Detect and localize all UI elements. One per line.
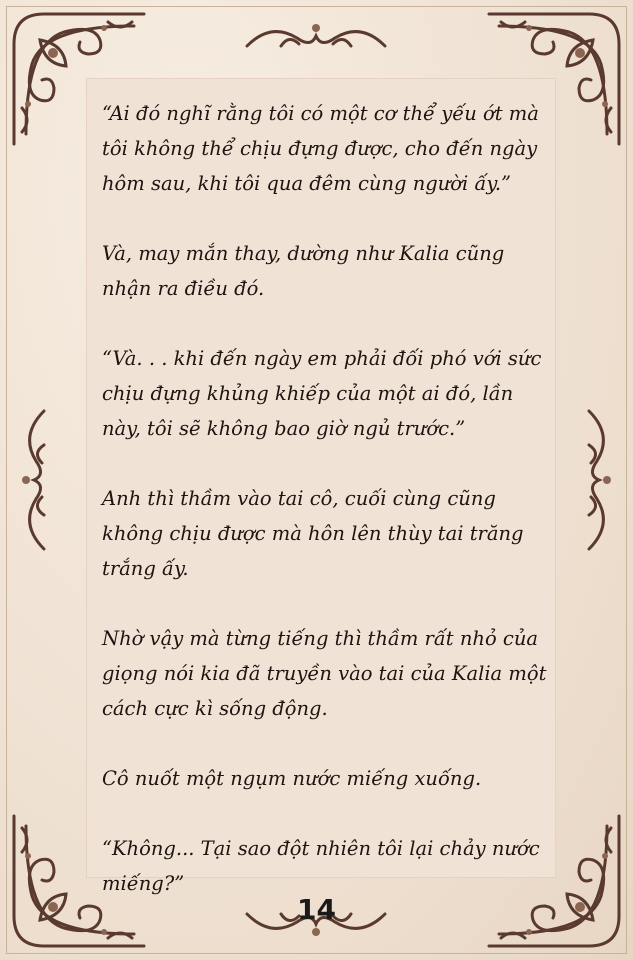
paragraph: Cô nuốt một ngụm nước miếng xuống. bbox=[102, 767, 482, 790]
ornate-side-icon bbox=[14, 405, 58, 555]
story-text bbox=[102, 96, 552, 901]
paragraph: Nhờ vậy mà từng tiếng thì thầm rất nhỏ của giọng nói kia đã truyền vào tai của Kalia một cách cực kì sống động. bbox=[102, 627, 547, 720]
paragraph: “Và. . . khi đến ngày em phải đối phó với sức chịu đựng khủng khiếp của một ai đó, lần này, tôi sẽ không bao giờ ngủ trước.” bbox=[102, 347, 542, 440]
paragraph: “Ai đó nghĩ rằng tôi có một cơ thể yếu ớt mà tôi không thể chịu đựng được, cho đến ngày hôm sau, khi tôi qua đêm cùng người ấy.” bbox=[102, 102, 539, 195]
page-number: 14 bbox=[297, 893, 336, 926]
ornate-side-icon bbox=[575, 405, 619, 555]
paragraph: Và, may mắn thay, dường như Kalia cũng nhận ra điều đó. bbox=[102, 242, 505, 300]
paragraph: “Không... Tại sao đột nhiên tôi lại chảy nước miếng?” bbox=[102, 837, 540, 895]
paragraph: Anh thì thầm vào tai cô, cuối cùng cũng không chịu được mà hôn lên thùy tai trăng trắng ấy. bbox=[102, 487, 524, 580]
ornate-swirl-icon bbox=[241, 16, 391, 60]
